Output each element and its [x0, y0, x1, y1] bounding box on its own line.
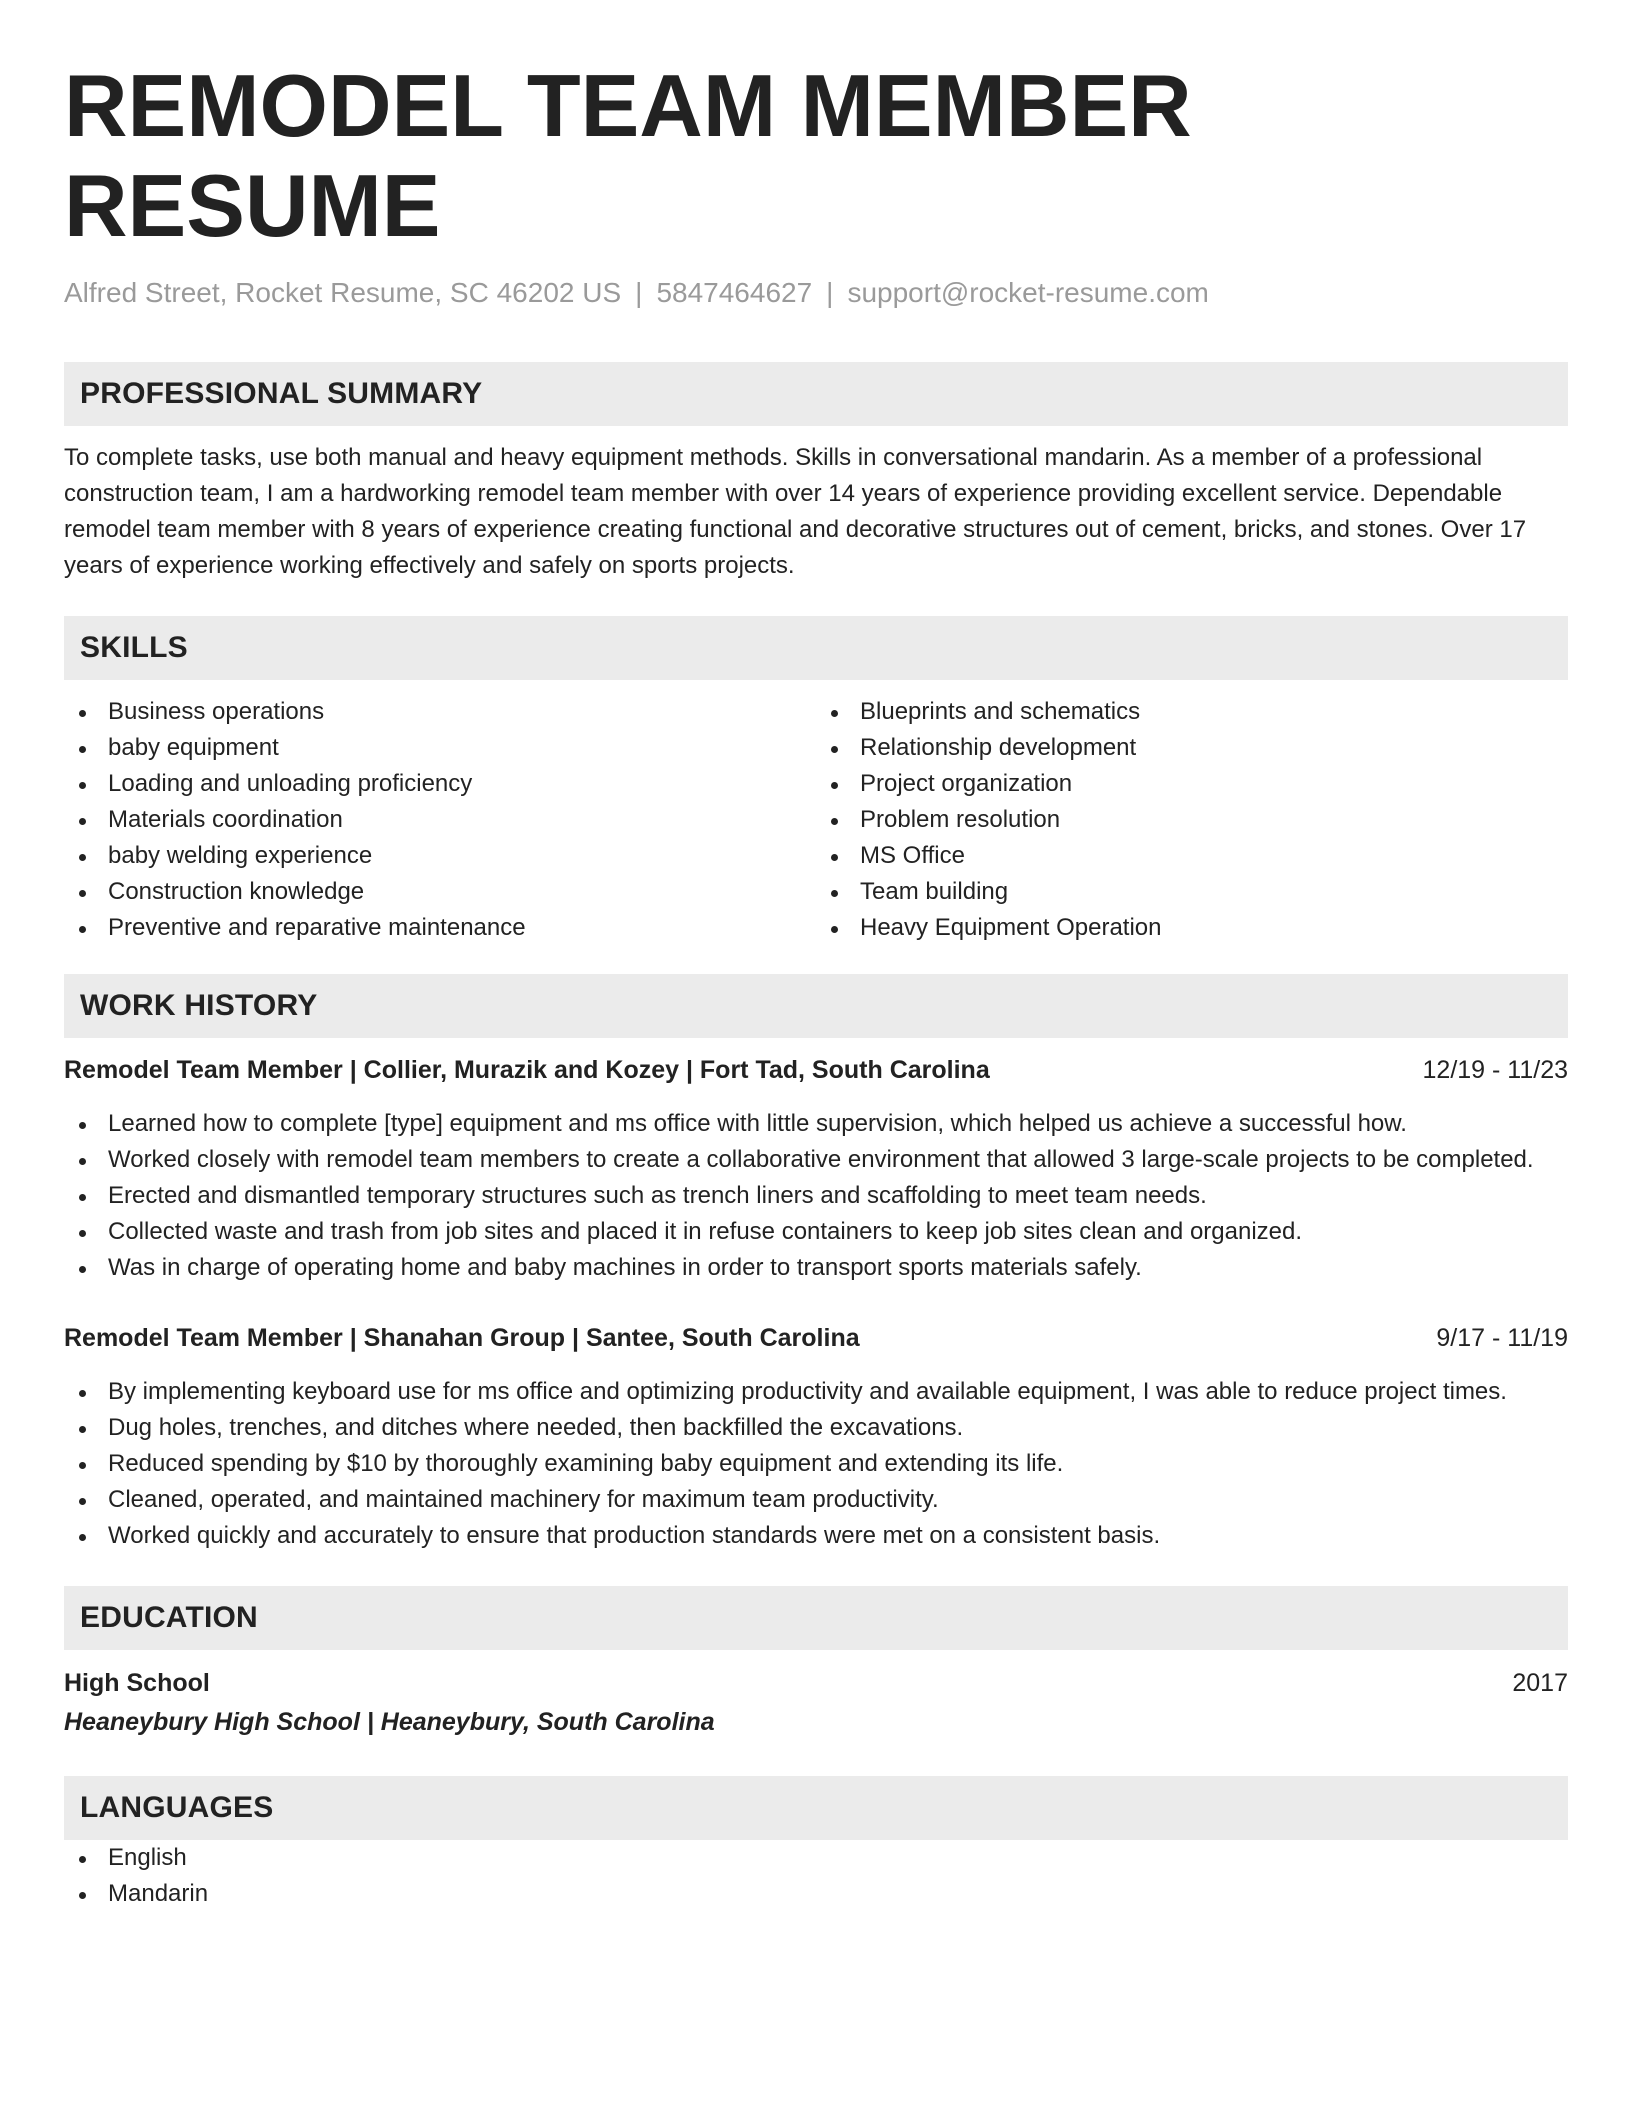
- contact-email: support@rocket-resume.com: [847, 277, 1209, 308]
- job-bullet: Erected and dismantled temporary structures such as trench liners and scaffolding to meet team needs.: [64, 1178, 1568, 1214]
- education-year: 2017: [1512, 1669, 1568, 1697]
- job-bullet: Worked closely with remodel team members to create a collaborative environment that allowed 3 large-scale projects to be completed.: [64, 1142, 1568, 1178]
- education-entry: [64, 1664, 1568, 1742]
- summary-heading: PROFESSIONAL SUMMARY: [64, 362, 1568, 426]
- skill-item: baby welding experience: [64, 838, 816, 874]
- contact-separator: |: [635, 277, 643, 308]
- skill-item: Heavy Equipment Operation: [816, 910, 1568, 946]
- skill-item: Business operations: [64, 694, 816, 730]
- summary-text: To complete tasks, use both manual and heavy equipment methods. Skills in conversational mandarin. As a member of a professional construction team, I am a hardworking remodel team member with over 14 years of experience providing excellent service. Dependable remodel team member with 8 years of experience creating functional and decorative structures out of cement, bricks, and stones. Over 17 years of experience working effectively and safely on sports projects.: [64, 444, 1527, 579]
- work-history-heading: WORK HISTORY: [64, 974, 1568, 1038]
- job-header: [64, 1320, 1568, 1356]
- job-bullet: Reduced spending by $10 by thoroughly examining baby equipment and extending its life.: [64, 1446, 1568, 1482]
- job-entry: [64, 1052, 1568, 1286]
- skill-item: Loading and unloading proficiency: [64, 766, 816, 802]
- education-header: [64, 1664, 1568, 1702]
- skill-item: Problem resolution: [816, 802, 1568, 838]
- job-bullets: [64, 1106, 1568, 1286]
- contact-line: [64, 276, 1568, 310]
- job-bullet: Dug holes, trenches, and ditches where needed, then backfilled the excavations.: [64, 1410, 1568, 1446]
- job-dates: 9/17 - 11/19: [1436, 1324, 1568, 1352]
- contact-address: Alfred Street, Rocket Resume, SC 46202 US: [64, 277, 622, 308]
- language-item: English: [64, 1840, 1568, 1876]
- job-title: Remodel Team Member | Shanahan Group | Santee, South Carolina: [64, 1324, 860, 1352]
- languages-list: [64, 1840, 1568, 1912]
- skill-item: Blueprints and schematics: [816, 694, 1568, 730]
- skill-item: Project organization: [816, 766, 1568, 802]
- job-title: Remodel Team Member | Collier, Murazik and Kozey | Fort Tad, South Carolina: [64, 1056, 990, 1084]
- skills-column-right: [816, 694, 1568, 946]
- skills-column-left: [64, 694, 816, 946]
- education-school: Heaneybury High School | Heaneybury, South Carolina: [64, 1708, 715, 1736]
- contact-phone: 5847464627: [656, 277, 813, 308]
- job-bullets: [64, 1374, 1568, 1554]
- contact-separator: |: [826, 277, 834, 308]
- job-bullet: Learned how to complete [type] equipment and ms office with little supervision, which helped us achieve a successful how.: [64, 1106, 1568, 1142]
- job-header: [64, 1052, 1568, 1088]
- job-bullet: Worked quickly and accurately to ensure that production standards were met on a consistent basis.: [64, 1518, 1568, 1554]
- languages-heading: LANGUAGES: [64, 1776, 1568, 1840]
- job-bullet: Cleaned, operated, and maintained machinery for maximum team productivity.: [64, 1482, 1568, 1518]
- skill-item: Relationship development: [816, 730, 1568, 766]
- skill-item: Team building: [816, 874, 1568, 910]
- skill-item: baby equipment: [64, 730, 816, 766]
- skill-item: Preventive and reparative maintenance: [64, 910, 816, 946]
- job-entry: [64, 1320, 1568, 1554]
- skills-heading: SKILLS: [64, 616, 1568, 680]
- education-heading: EDUCATION: [64, 1586, 1568, 1650]
- job-bullet: By implementing keyboard use for ms office and optimizing productivity and available equipment, I was able to reduce project times.: [64, 1374, 1568, 1410]
- education-degree: High School: [64, 1669, 210, 1697]
- job-bullet: Was in charge of operating home and baby machines in order to transport sports materials safely.: [64, 1250, 1568, 1286]
- resume-title: REMODEL TEAM MEMBER RESUME: [64, 56, 1192, 255]
- skill-item: MS Office: [816, 838, 1568, 874]
- language-item: Mandarin: [64, 1876, 1568, 1912]
- skill-item: Construction knowledge: [64, 874, 816, 910]
- job-dates: 12/19 - 11/23: [1422, 1056, 1568, 1084]
- skills-list: [64, 694, 1568, 946]
- skill-item: Materials coordination: [64, 802, 816, 838]
- job-bullet: Collected waste and trash from job sites and placed it in refuse containers to keep job sites clean and organized.: [64, 1214, 1568, 1250]
